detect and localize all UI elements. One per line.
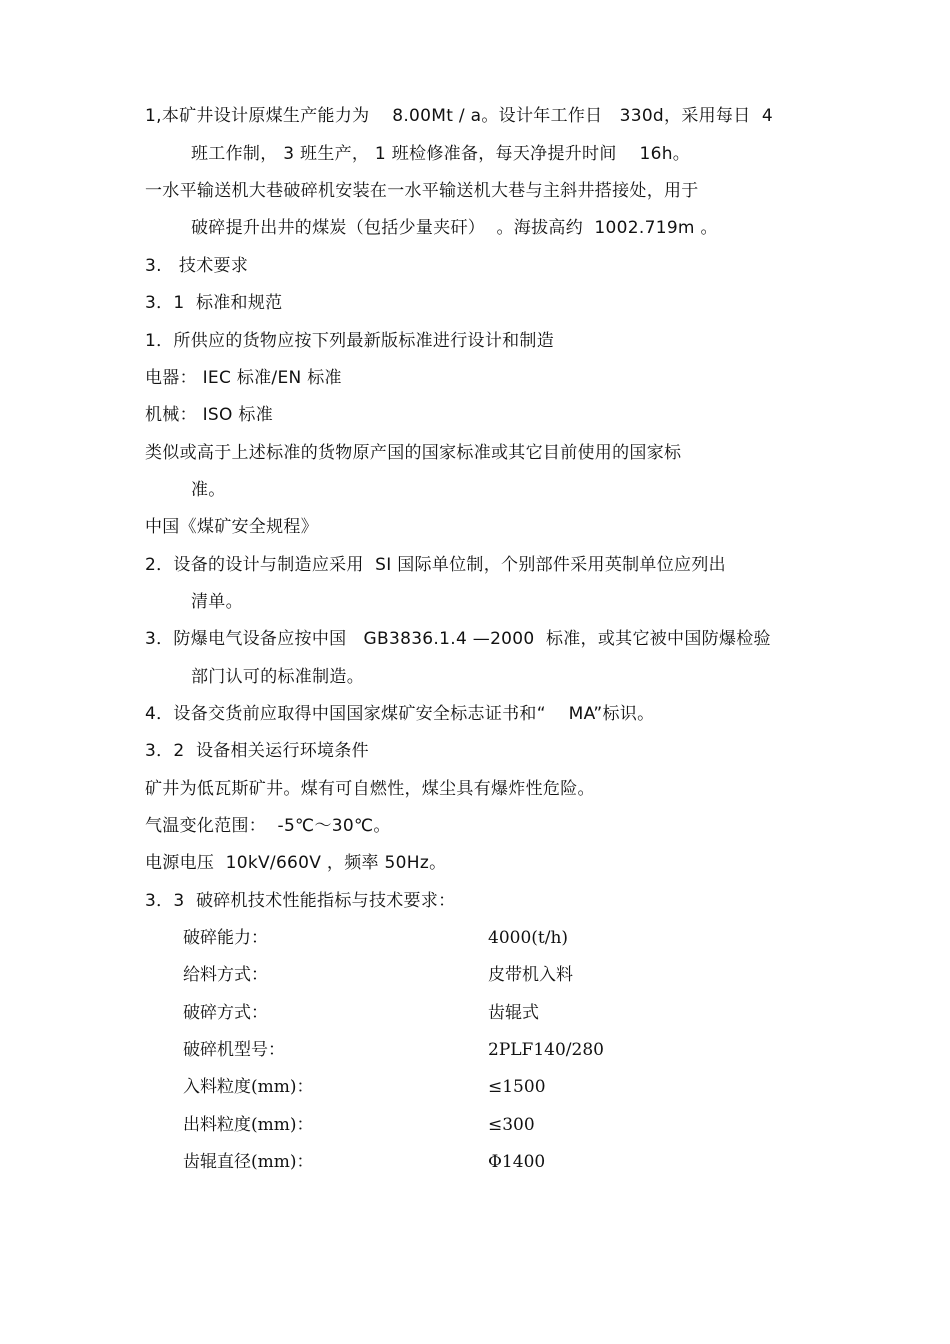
paragraph-line-11: 准。	[191, 480, 226, 500]
spec-label: 破碎方式：	[183, 1003, 268, 1023]
spec-value: ≤300	[488, 1115, 535, 1135]
paragraph-line-21: 电源电压 10kV/660V ，频率 50Hz。	[145, 853, 447, 873]
paragraph-line-15: 3．防爆电气设备应按中国 GB3836.1.4 —2000 标准，或其它被中国防爆检验	[145, 629, 771, 649]
spec-label: 入料粒度(mm)：	[183, 1077, 314, 1097]
paragraph-line-7: 1．所供应的货物应按下列最新版标准进行设计和制造	[145, 331, 555, 351]
paragraph-line-9: 机械： ISO 标准	[145, 405, 273, 425]
spec-label: 破碎能力：	[183, 928, 268, 948]
subsection-heading-3-3: 3．3 破碎机技术性能指标与技术要求：	[145, 891, 456, 911]
paragraph-line-3: 一水平输送机大巷破碎机安装在一水平输送机大巷与主斜井搭接处，用于	[145, 181, 699, 201]
spec-label: 齿辊直径(mm)：	[183, 1152, 314, 1172]
paragraph-line-20: 气温变化范围： -5℃～30℃。	[145, 816, 391, 836]
spec-value: 皮带机入料	[488, 965, 573, 985]
spec-value: 2PLF140/280	[488, 1040, 604, 1060]
subsection-heading-3-2: 3．2 设备相关运行环境条件	[145, 741, 369, 761]
spec-value: 4000(t/h)	[488, 928, 569, 948]
paragraph-line-19: 矿井为低瓦斯矿井。煤有可自燃性，煤尘具有爆炸性危险。	[145, 779, 595, 799]
spec-value: Φ1400	[488, 1152, 546, 1172]
paragraph-line-4: 破碎提升出井的煤炭（包括少量夹矸） 。海拔高约 1002.719m 。	[191, 218, 718, 238]
paragraph-line-17: 4．设备交货前应取得中国国家煤矿安全标志证书和“ MA”标识。	[145, 704, 655, 724]
spec-value: ≤1500	[488, 1077, 546, 1097]
paragraph-line-16: 部门认可的标准制造。	[191, 667, 364, 687]
paragraph-line-10: 类似或高于上述标准的货物原产国的国家标准或其它目前使用的国家标	[145, 443, 682, 463]
spec-label: 出料粒度(mm)：	[183, 1115, 314, 1135]
paragraph-line-8: 电器： IEC 标准/EN 标准	[145, 368, 342, 388]
subsection-heading-3-1: 3．1 标准和规范	[145, 293, 283, 313]
spec-label: 破碎机型号：	[183, 1040, 285, 1060]
spec-label: 给料方式：	[183, 965, 268, 985]
paragraph-line-12: 中国《煤矿安全规程》	[145, 517, 318, 537]
paragraph-line-1: 1,本矿井设计原煤生产能力为 8.00Mt / a。设计年工作日 330d，采用每日 4	[145, 106, 774, 126]
section-heading-3: 3. 技术要求	[145, 256, 249, 276]
paragraph-line-2: 班工作制， 3 班生产， 1 班检修准备，每天净提升时间 16h。	[191, 144, 691, 164]
paragraph-line-13: 2．设备的设计与制造应采用 SI 国际单位制，个别部件采用英制单位应列出	[145, 555, 726, 575]
spec-value: 齿辊式	[488, 1003, 539, 1023]
paragraph-line-14: 清单。	[191, 592, 243, 612]
